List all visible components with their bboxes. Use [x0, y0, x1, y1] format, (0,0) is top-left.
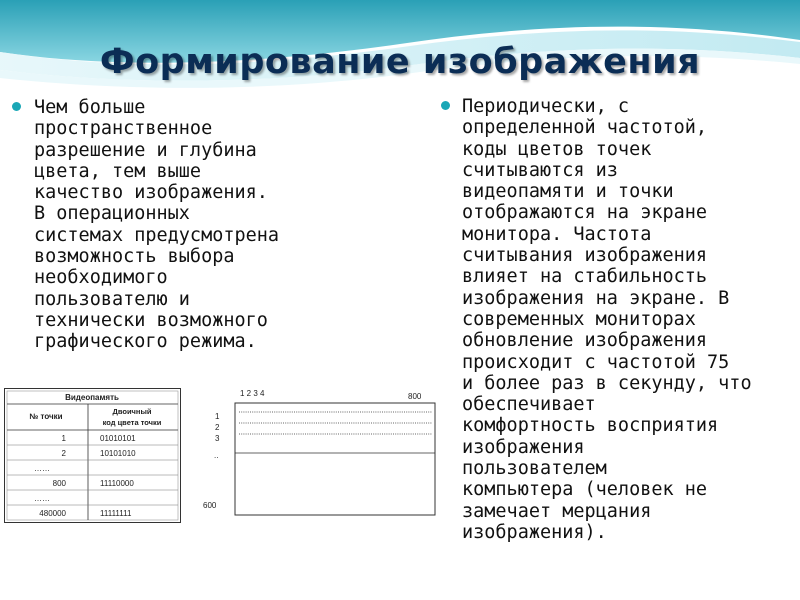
memory-color-code: 10101010 — [100, 449, 136, 458]
screen-top-right-number: 800 — [408, 392, 422, 401]
memory-col2-header-line2: код цвета точки — [102, 418, 162, 427]
memory-point-number: 800 — [52, 479, 66, 488]
bullet-icon — [441, 101, 450, 110]
screen-bottom-left-number: 600 — [203, 501, 217, 510]
monitor-screen-diagram — [196, 386, 442, 526]
screen-frame — [235, 403, 435, 515]
memory-point-number: …… — [34, 464, 50, 473]
screen-row-number-1: 1 — [215, 412, 220, 421]
memory-point-number: 480000 — [39, 509, 66, 518]
screen-row-number-3: 3 — [215, 434, 220, 443]
memory-col1-header: № точки — [29, 412, 63, 421]
video-memory-table — [4, 388, 182, 524]
bullet-icon — [12, 102, 21, 111]
screen-side-dots: .. — [214, 451, 219, 460]
screen-top-numbers: 1 2 3 4 — [240, 389, 265, 398]
memory-color-code: 11111111 — [100, 509, 132, 518]
memory-color-code: 11110000 — [100, 479, 134, 488]
right-paragraph: Периодически, с определенной частотой, коды цветов точек считываются из видеопамяти и точки отображаются на экране монитора. Частота считывания изображения влияет на стабильность изображения на экране. В современных мониторах обновление изображения происходит с частотой 75 и более раз в секунду, что обеспечивает комфортность восприятия изображения пользователем компьютера (человек не замечает мерцания изображения). — [462, 96, 752, 543]
slide-title: Формирование изображения — [99, 42, 701, 82]
memory-col2-header-line1: Двоичный — [112, 407, 152, 416]
left-paragraph: Чем больше пространственное разрешение и глубина цвета, тем выше качество изображения. В операционных системах предусмотрена возможность выбора необходимого пользователю и технически возможного графического режима. — [34, 97, 280, 353]
memory-point-number: 2 — [61, 449, 66, 458]
memory-point-number: 1 — [61, 434, 66, 443]
left-text-block — [34, 97, 379, 353]
memory-table-caption: Видеопамять — [65, 393, 119, 402]
memory-point-number: …… — [34, 494, 50, 503]
memory-color-code: 01010101 — [100, 434, 136, 443]
right-text-block — [462, 96, 792, 543]
screen-row-number-2: 2 — [215, 423, 220, 432]
